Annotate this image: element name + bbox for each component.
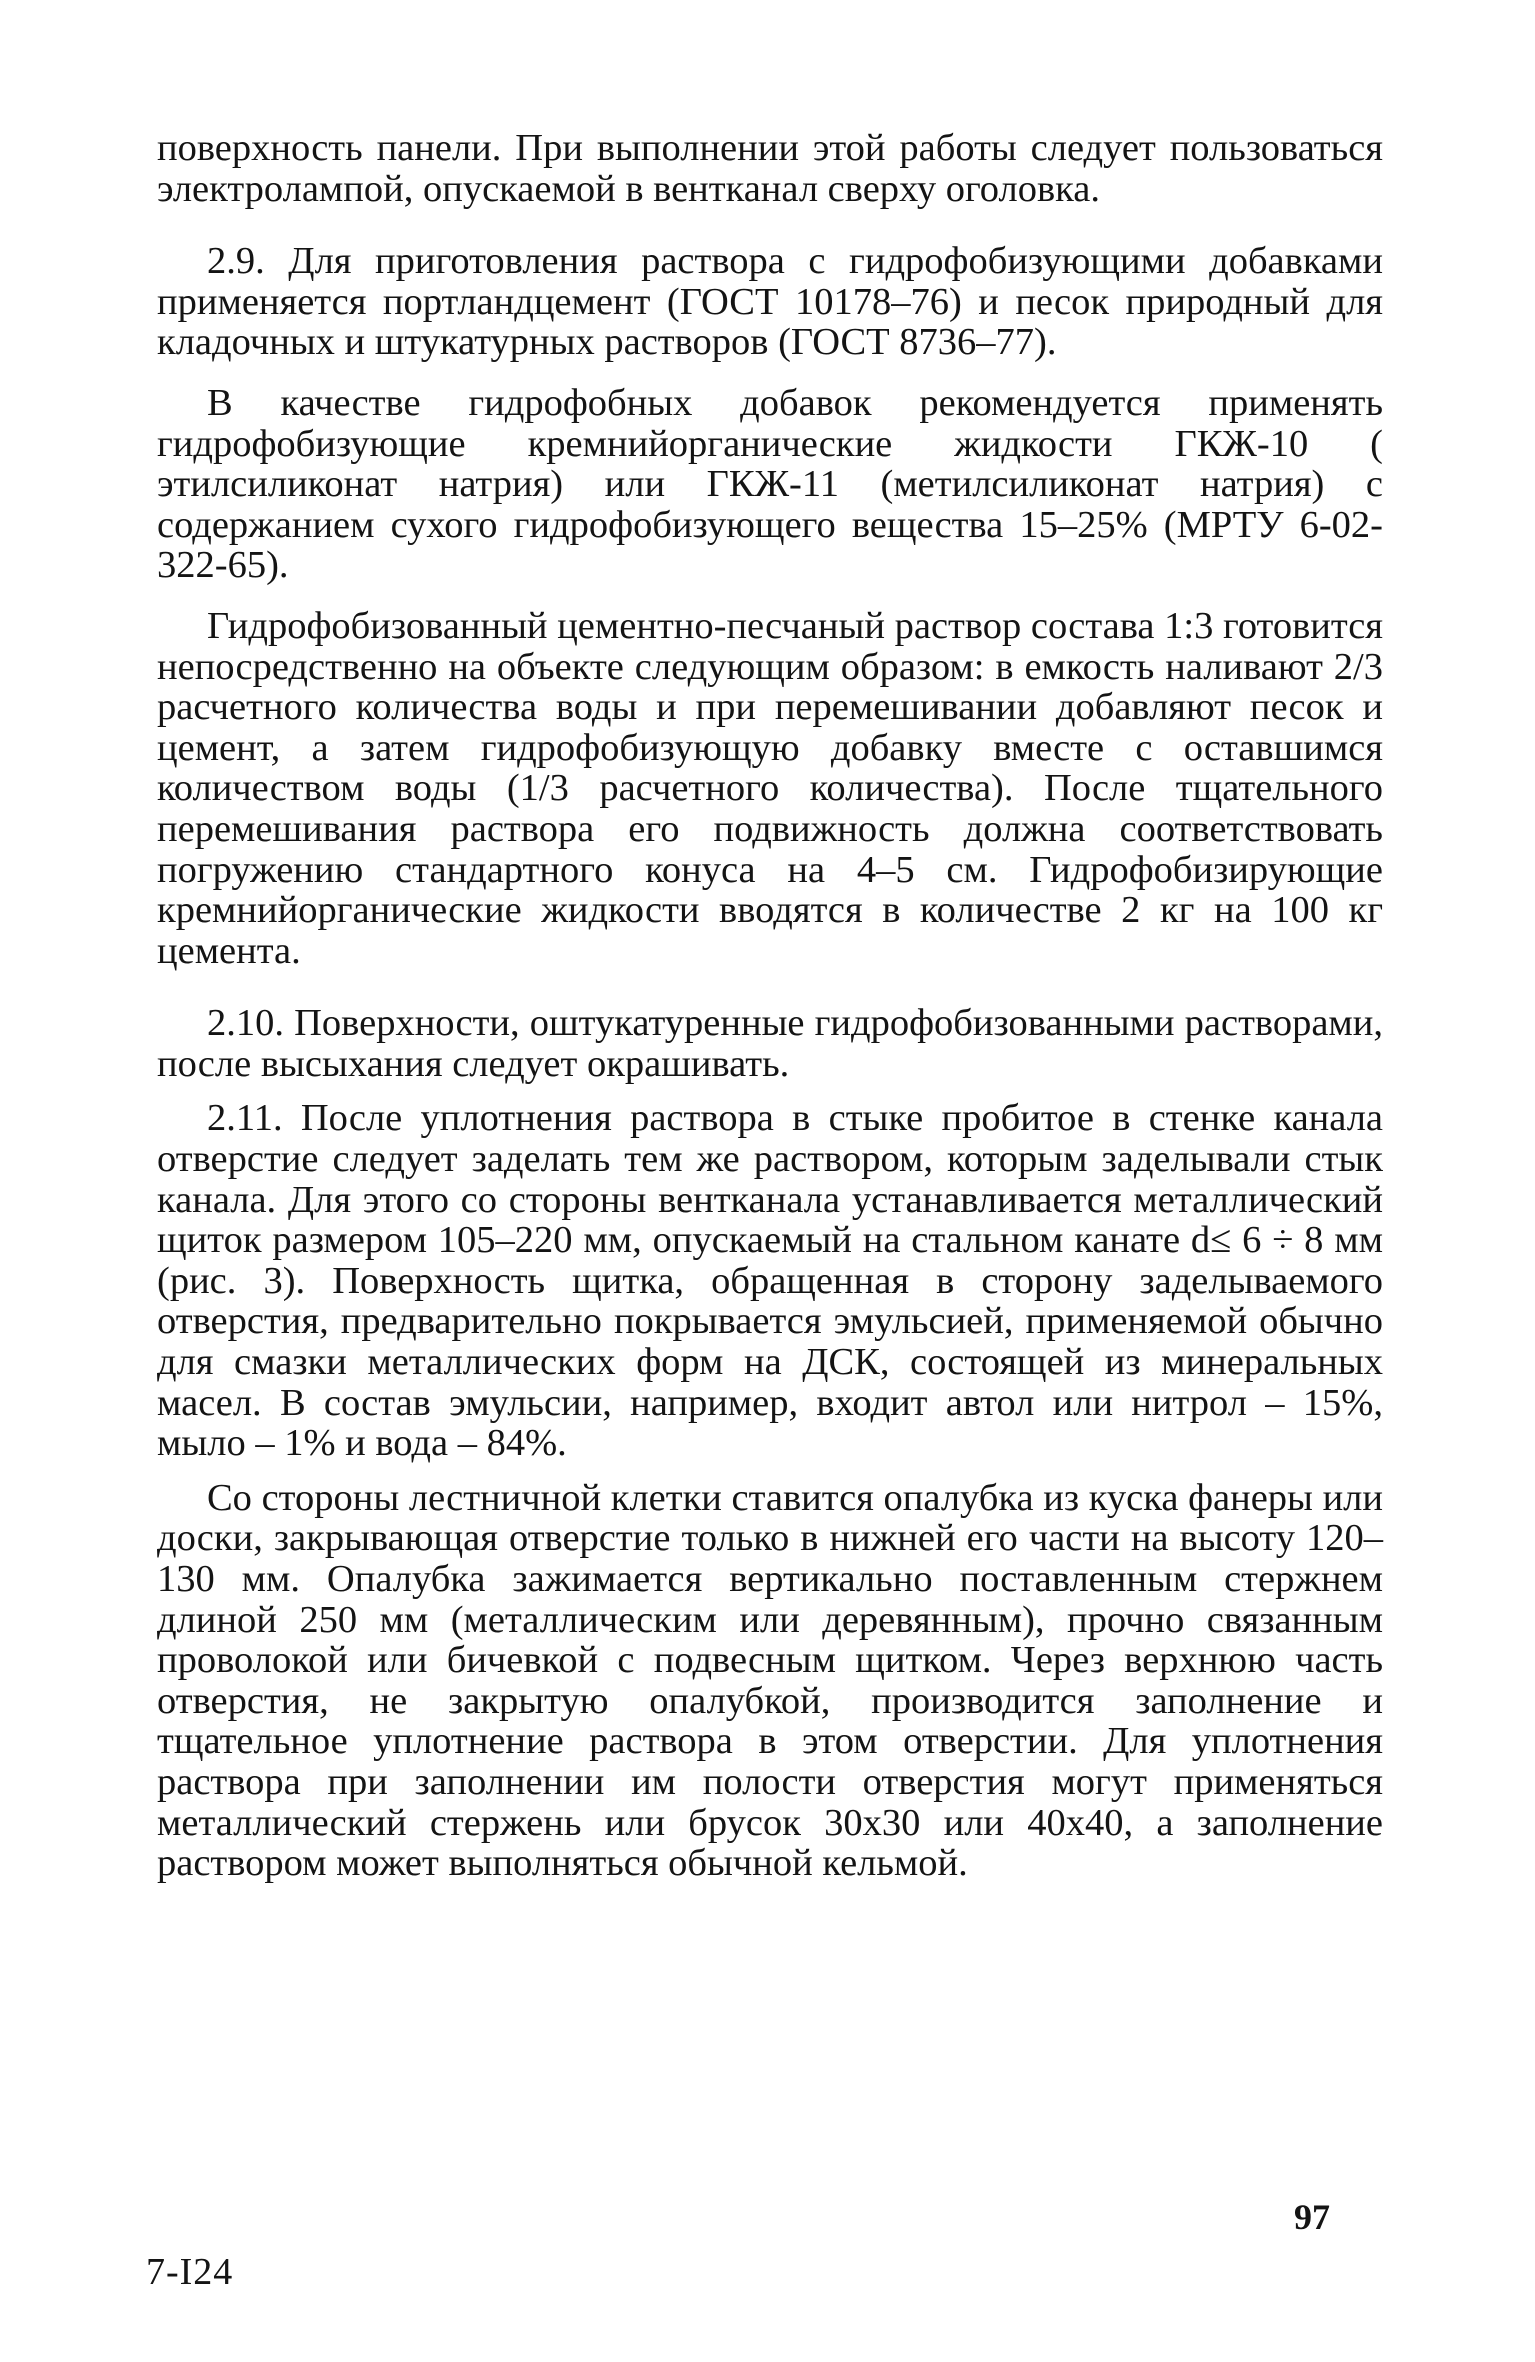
page-number: 97 xyxy=(1294,2197,1330,2237)
paragraph-2-11: 2.11. После уплотнения раствора в стыке пробитое в стенке канала отверстие следует заделать тем же раствором, которым заделывали стык канала. Для этого со стороны вентканала устанавливается металлический щиток размером 105–220 мм, опускаемый на стальном канате d≤ 6 ÷ 8 мм (рис. 3). Поверхность щитка, обращенная в сторону заделываемого отверстия, предварительно покрывается эмульсией, применяемой обычно для смазки металлических форм на ДСК, состоящей из минеральных масел. В состав эмульсии, например, входит автол или нитрол – 15%, мыло – 1% и вода – 84%. xyxy=(157,1097,1383,1465)
signature-mark: 7-I24 xyxy=(146,2251,234,2293)
body-text xyxy=(157,128,1383,1884)
paragraph-additives: В качестве гидрофобных добавок рекомендуется применять гидрофобизующие кремнийорганические жидкости ГКЖ-10 ( этилсиликонат натрия) или ГКЖ-11 (метилсиликонат натрия) с содержанием сухого гидрофобизующего вещества 15–25% (МРТУ 6-02-322-65). xyxy=(157,381,1383,587)
paragraph-continuation: поверхность панели. При выполнении этой работы следует пользоваться электролампой, опускаемой в вентканал сверху оголовка. xyxy=(157,127,1383,210)
paragraph-mortar-preparation: Гидрофобизованный цементно-песчаный раствор состава 1:3 готовится непосредственно на объекте следующим образом: в емкость наливают 2/3 расчетного количества воды и при перемешивании добавляют песок и цемент, а затем гидрофобизующую добавку вместе с оставшимся количеством воды (1/3 расчетного количества). После тщательного перемешивания раствора его подвижность должна соответствовать погружению стандартного конуса на 4–5 см. Гидрофобизирующие кремнийорганические жидкости вводятся в количестве 2 кг на 100 кг цемента. xyxy=(157,604,1383,972)
paragraph-2-10: 2.10. Поверхности, оштукатуренные гидрофобизованными растворами, после высыхания следует окрашивать. xyxy=(157,1002,1383,1085)
paragraph-2-9: 2.9. Для приготовления раствора с гидрофобизующими добавками применяется портландцемент (ГОСТ 10178–76) и песок природный для кладочных и штукатурных растворов (ГОСТ 8736–77). xyxy=(157,240,1383,364)
paragraph-formwork: Со стороны лестничной клетки ставится опалубка из куска фанеры или доски, закрывающая отверстие только в нижней его части на высоту 120–130 мм. Опалубка зажимается вертикально поставленным стержнем длиной 250 мм (металлическим или деревянным), прочно связанным проволокой или бичевкой с подвесным щитком. Через верхнюю часть отверстия, не закрытую опалубкой, производится заполнение и тщательное уплотнение раствора в этом отверстии. Для уплотнения раствора при заполнении им полости отверстия могут применяться металлический стержень или брусок 30х30 или 40х40, а заполнение раствором может выполняться обычной кельмой. xyxy=(157,1476,1383,1885)
